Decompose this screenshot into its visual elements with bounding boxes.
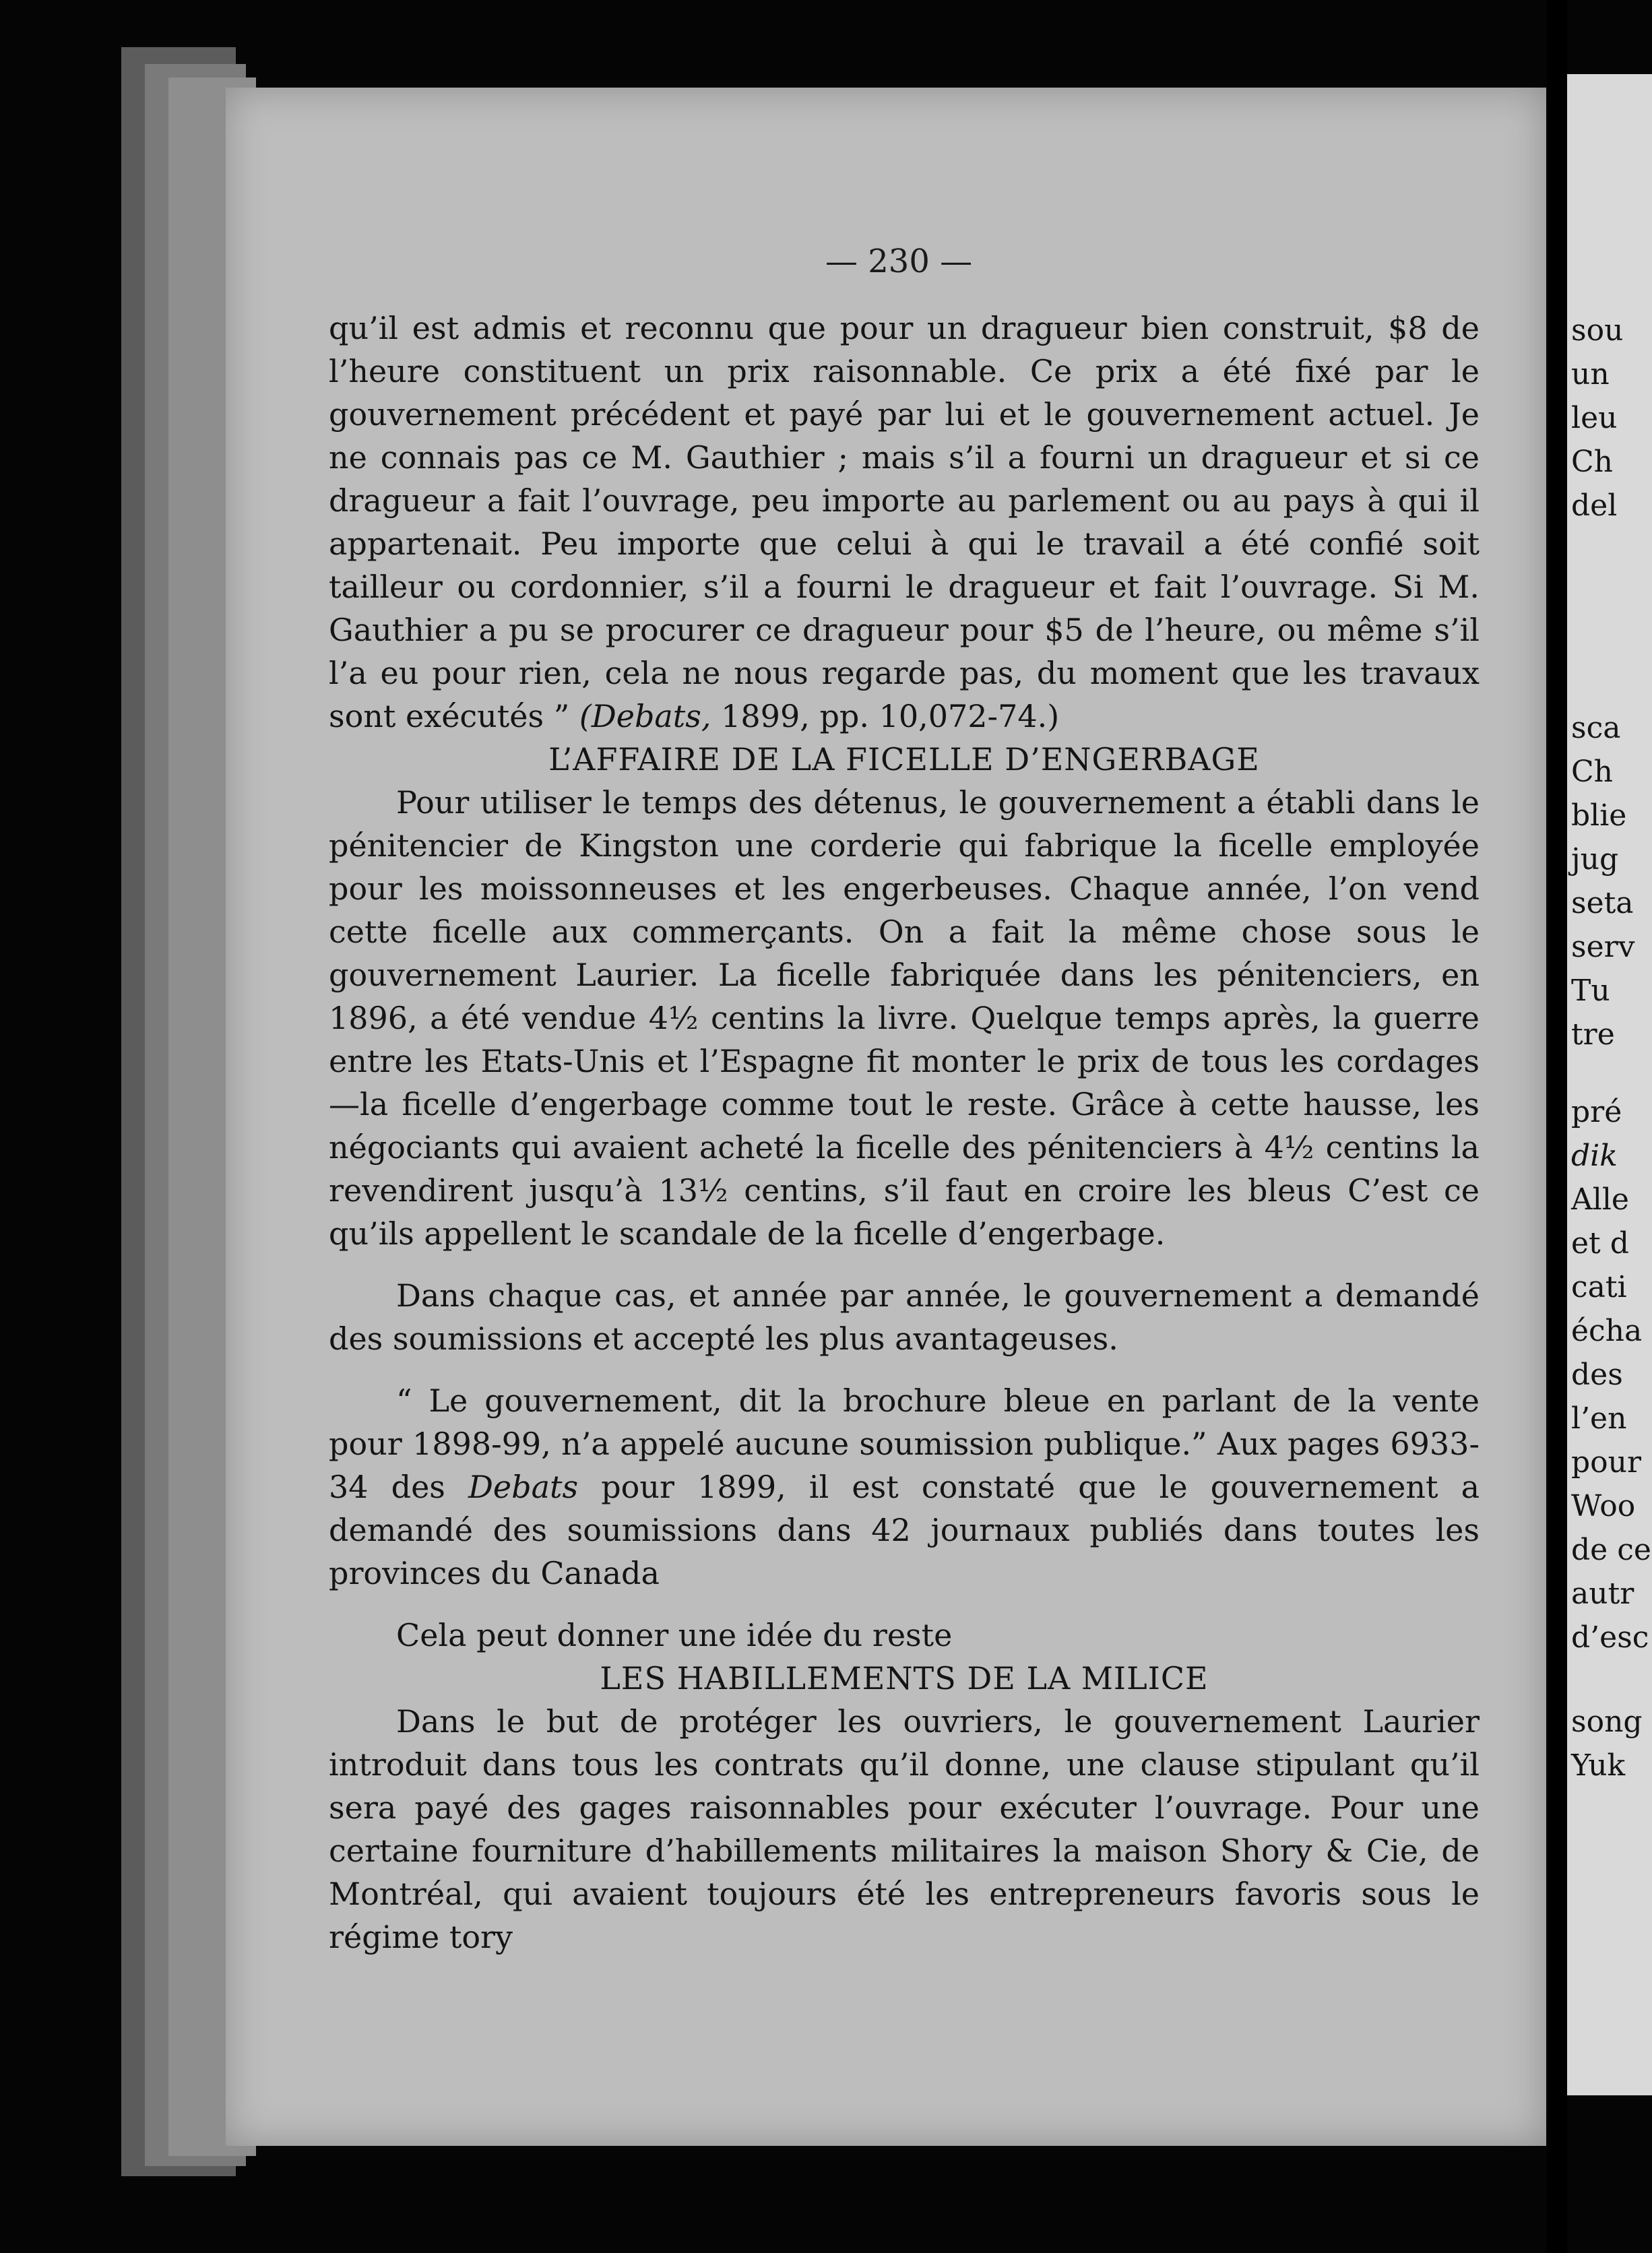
paragraph: Cela peut donner une idée du reste [396,1617,953,1653]
facing-line: jug [1571,842,1619,877]
paragraph-text: qu’il est admis et reconnu que pour un dragueur bien construit, $8 de l’heure constituent un prix raisonnable. Ce prix a été fixé par le gouvernement précédent et payé par lui et le gouvernement actuel. Je ne connais pas ce M. Gauthier ; mais s’il a fourni un dragueur et si ce dragueur a fait l’ouvrage, peu importe au parlement ou au pays à qui il appartenait. Peu importe que celui à qui le travail a été confié soit tailleur ou cordonnier, s’il a fourni le dragueur et fait l’ouvrage. Si M. Gauthier a pu se procurer ce dragueur pour $5 de l’heure, ou même s’il l’a eu pour rien, cela ne nous regarde pas, du moment que les travaux sont exécutés ” [329,310,1480,734]
facing-line: autr [1571,1577,1634,1611]
facing-line: Woo [1571,1489,1636,1523]
paragraph: Dans chaque cas, et année par année, le gouvernement a demandé des soumissions et accepté les plus avantageuses. [329,1277,1480,1357]
paragraph [329,1379,1480,1595]
facing-line: d’esc [1571,1620,1649,1655]
facing-line: Ch [1571,755,1614,789]
facing-line: des [1571,1358,1623,1392]
facing-line: serv [1571,930,1635,964]
facing-line: pour [1571,1445,1642,1480]
facing-line: de ce [1571,1533,1651,1567]
facing-line: Yuk [1571,1748,1626,1783]
facing-line: sou [1571,313,1624,348]
citation-title: (Debats, [579,698,711,734]
facing-page-fragment [1567,74,1652,2095]
facing-line: song [1571,1705,1643,1739]
citation-reference: 1899, pp. 10,072-74.) [711,698,1060,734]
facing-line: dik [1571,1139,1618,1173]
paragraph-text: pour 1899, il est constaté que le gouvernement a demandé des soumissions dans 42 journaux publiés dans toutes les provinces du Canada [329,1469,1480,1591]
facing-line: leu [1571,401,1618,435]
page-body [329,307,1480,1959]
facing-line: Alle [1571,1182,1629,1217]
facing-line: l’en [1571,1401,1627,1436]
facing-line: écha [1571,1314,1643,1348]
facing-line: et d [1571,1226,1629,1261]
facing-line: del [1571,488,1618,523]
facing-line: Ch [1571,445,1614,479]
facing-line: cati [1571,1270,1627,1304]
facing-line: sca [1571,711,1621,745]
facing-line: blie [1571,798,1627,833]
section-heading: LES HABILLEMENTS DE LA MILICE [600,1660,1209,1696]
facing-line: pré [1571,1095,1622,1129]
paragraph-text: “ Le gouvernement, dit la brochure bleue en parlant de la vente pour 1898-99, n’a appelé aucune soumission publique.” Aux pages 6933-34 des [329,1383,1480,1505]
facing-line: Tu [1571,974,1610,1008]
facing-line: un [1571,357,1610,391]
citation-title: Debats [468,1469,579,1505]
paragraph: Dans le but de protéger les ouvriers, le gouvernement Laurier introduit dans tous les contrats qu’il donne, une clause stipulant qu’il sera payé des gages raisonnables pour exécuter l’ouvrage. Pour une certaine fourniture d’habillements militaires la maison Shory & Cie, de Montréal, qui avaient toujours été les entrepreneurs favoris sous le régime tory [329,1703,1480,1955]
paragraph [329,307,1480,738]
facing-line: seta [1571,886,1634,920]
book-gutter [1547,0,1567,2253]
facing-line: tre [1571,1017,1615,1052]
section-heading: L’AFFAIRE DE LA FICELLE D’ENGERBAGE [548,741,1260,778]
page-number: — 230 — [825,243,973,280]
paragraph: Pour utiliser le temps des détenus, le gouvernement a établi dans le pénitencier de Kingston une corderie qui fabrique la ficelle employée pour les moissonneuses et les engerbeuses. Chaque année, l’on vend cette ficelle aux commerçants. On a fait la même chose sous le gouvernement Laurier. La ficelle fabriquée dans les pénitenciers, en 1896, a été vendue 4½ centins la livre. Quelque temps après, la guerre entre les Etats-Unis et l’Espagne fit monter le prix de tous les cordages—la ficelle d’engerbage comme tout le reste. Grâce à cette hausse, les négociants qui avaient acheté la ficelle des pénitenciers à 4½ centins la revendirent jusqu’à 13½ centins, s’il faut en croire les bleus C’est ce qu’ils appellent le scandale de la ficelle d’engerbage. [329,784,1480,1252]
